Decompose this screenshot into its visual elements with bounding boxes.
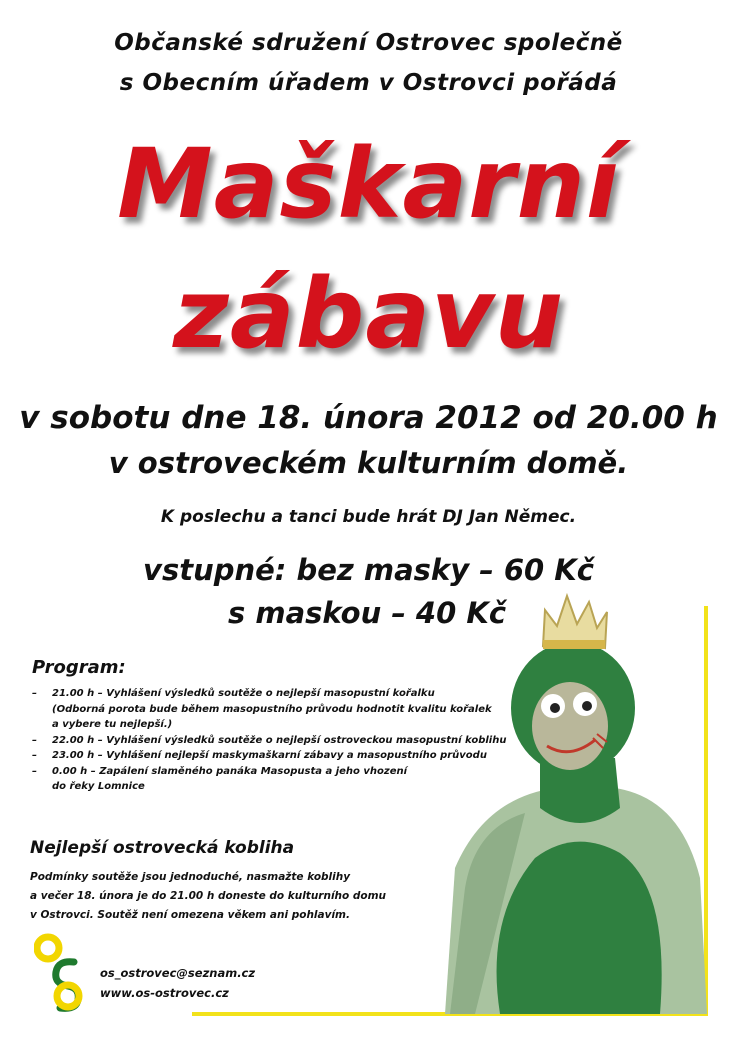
contest-line: a večer 18. února je do 21.00 h doneste do kulturního domu bbox=[30, 890, 387, 902]
program-list bbox=[32, 686, 512, 795]
program-item bbox=[32, 748, 512, 764]
music-note: K poslechu a tanci bude hrát DJ Jan Němec. bbox=[160, 507, 577, 527]
contact-web[interactable]: www.os-ostrovec.cz bbox=[100, 986, 229, 1000]
contest-text bbox=[30, 868, 400, 925]
program-item bbox=[32, 764, 512, 795]
venue-line: v ostroveckém kulturním domě. bbox=[108, 446, 629, 480]
contact-email[interactable]: os_ostrovec@seznam.cz bbox=[100, 966, 256, 980]
program-item-text: 23.00 h – Vyhlášení nejlepší maskymaškarní zábavy a masopustního průvodu bbox=[52, 750, 487, 761]
os-logo-icon bbox=[34, 930, 84, 1012]
program-dash: – bbox=[32, 765, 37, 777]
contest-heading: Nejlepší ostrovecká kobliha bbox=[30, 838, 295, 858]
program-heading: Program: bbox=[32, 657, 126, 678]
date-line: v sobotu dne 18. února 2012 od 20.00 h bbox=[19, 400, 718, 436]
program-item-text: 21.00 h – Vyhlášení výsledků soutěže o nejlepší masopustní kořalku bbox=[52, 688, 435, 699]
contact-block bbox=[100, 963, 255, 1003]
masked-person-photo bbox=[445, 588, 707, 1014]
title-line-1: Maškarní bbox=[117, 128, 620, 240]
program-item-text: (Odborná porota bude během masopustního průvodu hodnotit kvalitu kořalek bbox=[52, 703, 492, 715]
program-dash: – bbox=[32, 750, 37, 761]
contest-line: Podmínky soutěže jsou jednoduché, nasmažte koblihy bbox=[30, 871, 351, 883]
program-item-text: a vybere tu nejlepší.) bbox=[52, 719, 173, 730]
program-item bbox=[32, 686, 512, 733]
program-item-text: 22.00 h – Vyhlášení výsledků soutěže o nejlepší ostroveckou masopustní koblihu bbox=[52, 734, 507, 746]
title-line-2: zábavu bbox=[172, 258, 565, 370]
program-item-text: 0.00 h – Zapálení slaměného panáka Masopusta a jeho vhození bbox=[52, 765, 408, 777]
admission-no-mask: vstupné: bez masky – 60 Kč bbox=[143, 553, 594, 587]
organizer-line-2: s Obecním úřadem v Ostrovci pořádá bbox=[119, 70, 618, 96]
contest-line: v Ostrovci. Soutěž není omezena věkem ani pohlavím. bbox=[30, 909, 350, 921]
program-item-text: do řeky Lomnice bbox=[52, 781, 145, 792]
program-dash: – bbox=[32, 734, 37, 746]
organizer-line-1: Občanské sdružení Ostrovec společně bbox=[114, 30, 623, 56]
admission-with-mask: s maskou – 40 Kč bbox=[228, 596, 507, 630]
program-dash: – bbox=[32, 688, 37, 699]
program-item bbox=[32, 733, 512, 749]
